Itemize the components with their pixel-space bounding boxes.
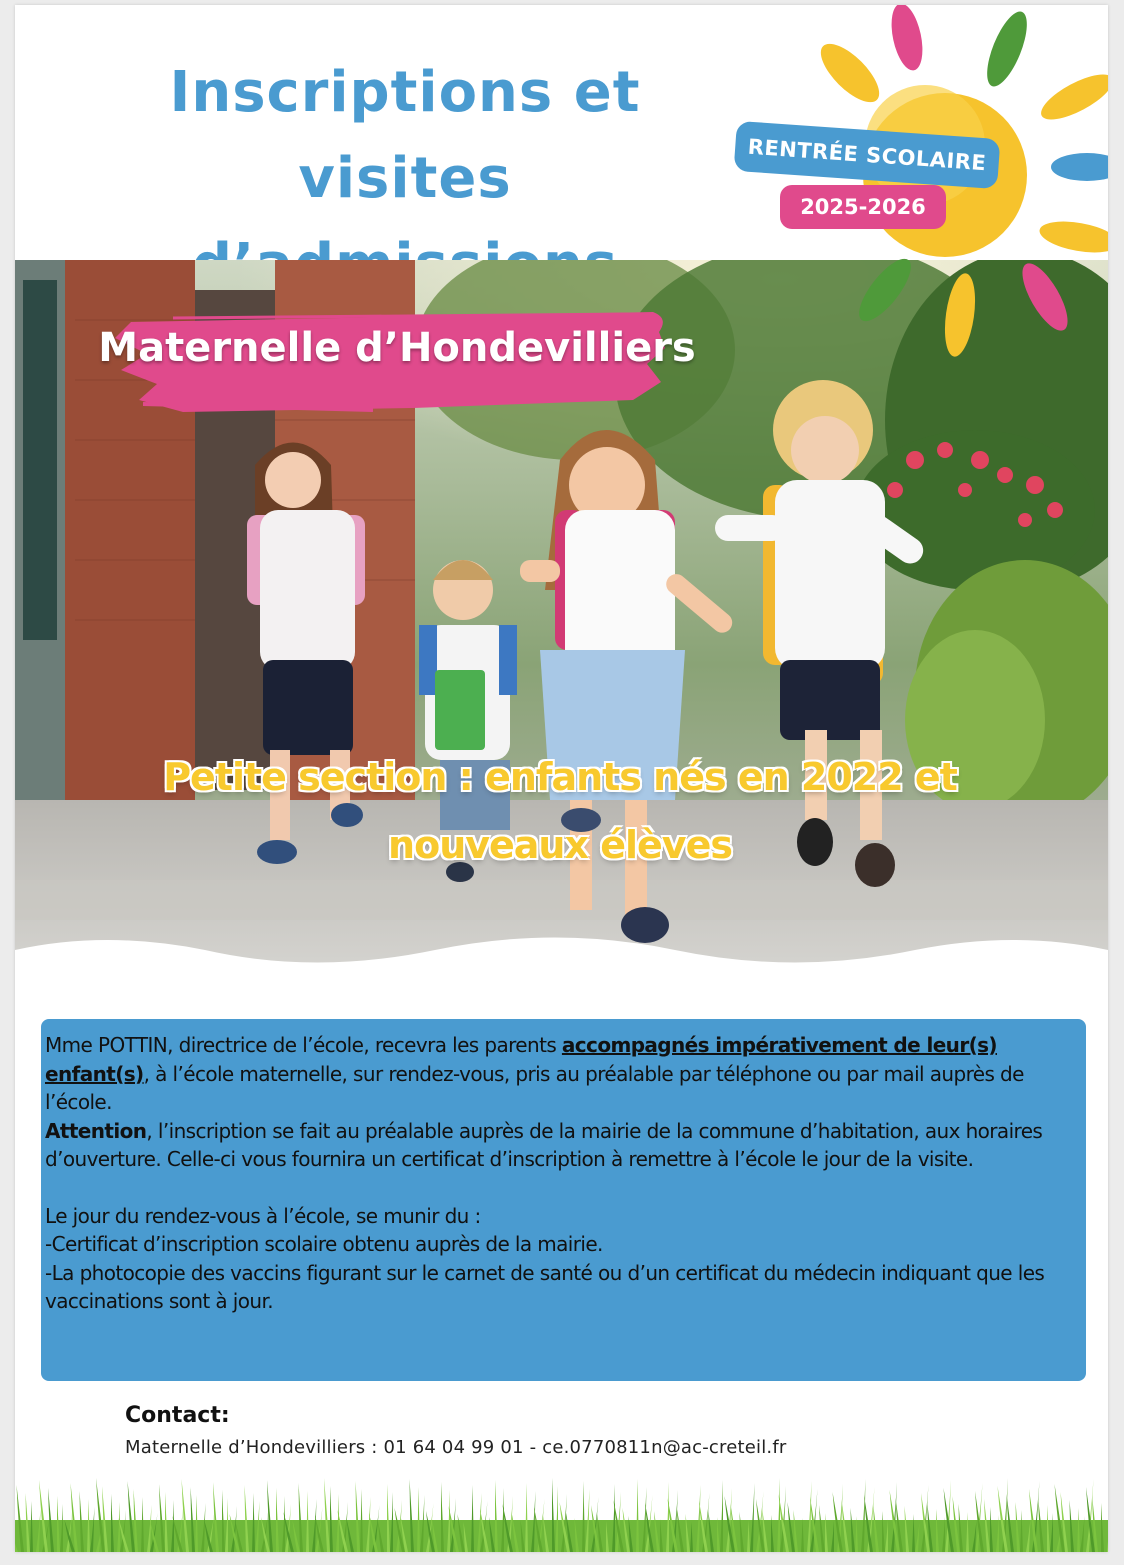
info-paragraph-attention	[45, 1117, 1079, 1174]
title-line-1: Inscriptions et	[169, 60, 641, 125]
attention-label: Attention	[45, 1118, 147, 1143]
requirement-item: -Certificat d’inscription scolaire obtenu auprès de la mairie.	[45, 1232, 603, 1256]
title-line-2: visites	[298, 146, 512, 211]
info-text: , l’inscription se fait au préalable auprès de la mairie de la commune d’habitation, aux horaires d’ouverture. Celle-ci vous fournira un certificat d’inscription à remettre à l’école le jour de la visite.	[45, 1118, 1043, 1171]
info-emphasis: accompagnés impérativement de leur(s) enfant(s)	[45, 1033, 997, 1086]
requirement-item: -La photocopie des vaccins figurant sur le carnet de santé ou d’un certificat du médecin indiquant que les vaccinations sont à jour.	[45, 1260, 1045, 1313]
grass-decoration	[15, 1475, 1108, 1552]
contact-details: Maternelle d’Hondevilliers : 01 64 04 99 01 - ce.0770811n@ac-creteil.fr	[125, 1437, 787, 1458]
section-line-1: Petite section : enfants nés en 2022 et	[163, 755, 957, 799]
info-paragraph-requirements: Le jour du rendez-vous à l’école, se munir du :	[45, 1203, 481, 1228]
info-paragraph-appointment	[45, 1031, 1079, 1117]
rentree-scolaire-badge: RENTRÉE SCOLAIRE	[734, 121, 1001, 189]
info-text: , à l’école maternelle, sur rendez-vous, pris au préalable par téléphone ou par mail auprès de l’école.	[45, 1061, 1024, 1114]
info-box	[41, 1019, 1086, 1381]
info-text: Mme POTTIN, directrice de l’école, recevra les parents	[45, 1033, 562, 1057]
petite-section-heading	[105, 743, 1015, 879]
school-year-badge: 2025-2026	[780, 185, 946, 229]
school-name: Maternelle d’Hondevilliers	[98, 325, 696, 371]
contact-label: Contact:	[125, 1403, 230, 1428]
flyer-page	[15, 5, 1108, 1552]
section-line-2: nouveaux élèves	[388, 823, 732, 867]
